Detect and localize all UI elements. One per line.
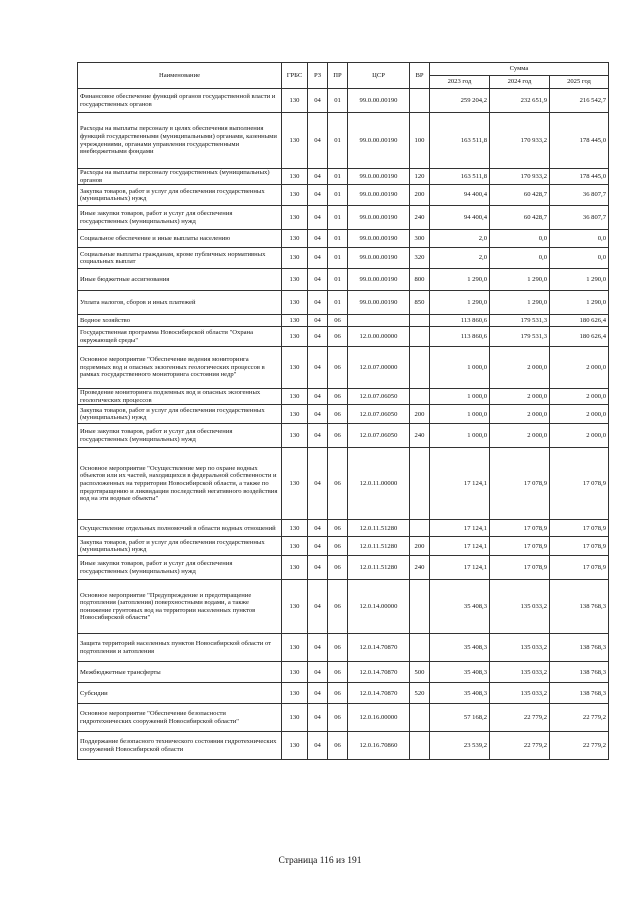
cell-v2023: 1 000,0 [430, 347, 490, 389]
cell-grbs: 130 [282, 206, 308, 230]
cell-v2025: 1 290,0 [550, 269, 609, 291]
cell-name: Иные закупки товаров, работ и услуг для обеспечения государственных (муниципальных) нужд [78, 424, 282, 448]
header-grbs: ГРБС [282, 63, 308, 89]
cell-vr [410, 448, 430, 520]
table-row [78, 185, 609, 206]
cell-v2025: 17 078,9 [550, 448, 609, 520]
cell-pr: 01 [328, 230, 348, 248]
cell-rz: 04 [308, 556, 328, 580]
cell-pr: 01 [328, 269, 348, 291]
cell-rz: 04 [308, 424, 328, 448]
header-csr: ЦСР [348, 63, 410, 89]
cell-csr: 12.0.00.00000 [348, 327, 410, 347]
table-row [78, 327, 609, 347]
header-year-2023: 2023 год [430, 76, 490, 89]
cell-name: Субсидии [78, 683, 282, 704]
cell-v2024: 2 000,0 [490, 389, 550, 405]
cell-v2024: 60 428,7 [490, 206, 550, 230]
cell-csr: 99.0.00.00190 [348, 113, 410, 169]
cell-name: Основное мероприятие "Обеспечение безопасности гидротехнических сооружений Новосибирской области" [78, 704, 282, 732]
cell-rz: 04 [308, 347, 328, 389]
table-row [78, 230, 609, 248]
cell-name: Основное мероприятие "Обеспечение ведения мониторинга подземных вод и опасных экзогенных геологических процессов в рамках государственного мониторинга состояния недр" [78, 347, 282, 389]
cell-v2023: 23 539,2 [430, 732, 490, 760]
cell-csr: 12.0.07.06050 [348, 424, 410, 448]
cell-vr: 100 [410, 113, 430, 169]
table-row [78, 389, 609, 405]
cell-rz: 04 [308, 520, 328, 537]
cell-vr: 850 [410, 291, 430, 315]
header-year-2025: 2025 год [550, 76, 609, 89]
cell-rz: 04 [308, 327, 328, 347]
cell-grbs: 130 [282, 683, 308, 704]
cell-v2024: 135 033,2 [490, 580, 550, 634]
cell-grbs: 130 [282, 89, 308, 113]
cell-vr: 200 [410, 405, 430, 424]
cell-pr: 06 [328, 634, 348, 662]
cell-pr: 06 [328, 424, 348, 448]
cell-csr [348, 315, 410, 327]
cell-grbs: 130 [282, 315, 308, 327]
cell-rz: 04 [308, 683, 328, 704]
cell-vr [410, 89, 430, 113]
cell-rz: 04 [308, 634, 328, 662]
cell-rz: 04 [308, 248, 328, 269]
cell-rz: 04 [308, 269, 328, 291]
cell-vr [410, 580, 430, 634]
cell-vr: 240 [410, 424, 430, 448]
cell-pr: 06 [328, 389, 348, 405]
cell-v2025: 138 768,3 [550, 683, 609, 704]
cell-vr [410, 347, 430, 389]
cell-grbs: 130 [282, 113, 308, 169]
cell-v2023: 1 000,0 [430, 389, 490, 405]
cell-rz: 04 [308, 662, 328, 683]
cell-v2025: 138 768,3 [550, 580, 609, 634]
cell-v2023: 1 290,0 [430, 291, 490, 315]
cell-pr: 06 [328, 405, 348, 424]
cell-v2024: 179 531,3 [490, 327, 550, 347]
cell-pr: 01 [328, 248, 348, 269]
cell-v2024: 179 531,3 [490, 315, 550, 327]
cell-v2023: 163 511,8 [430, 113, 490, 169]
budget-table [77, 62, 609, 760]
cell-pr: 01 [328, 89, 348, 113]
cell-grbs: 130 [282, 732, 308, 760]
cell-pr: 06 [328, 448, 348, 520]
cell-v2024: 2 000,0 [490, 347, 550, 389]
table-row [78, 580, 609, 634]
page-number: Страница 116 из 191 [278, 856, 362, 866]
cell-v2023: 17 124,1 [430, 448, 490, 520]
cell-name: Поддержание безопасного технического состояния гидротехнических сооружений Новосибирской области [78, 732, 282, 760]
cell-grbs: 130 [282, 230, 308, 248]
cell-v2023: 163 511,8 [430, 169, 490, 185]
table-row [78, 448, 609, 520]
cell-name: Водное хозяйство [78, 315, 282, 327]
cell-name: Проведение мониторинга подземных вод и опасных экзогенных геологических процессов [78, 389, 282, 405]
cell-csr: 12.0.16.00000 [348, 704, 410, 732]
cell-v2023: 17 124,1 [430, 537, 490, 556]
cell-v2025: 36 807,7 [550, 185, 609, 206]
cell-rz: 04 [308, 580, 328, 634]
cell-v2025: 180 626,4 [550, 315, 609, 327]
cell-v2025: 0,0 [550, 248, 609, 269]
cell-rz: 04 [308, 291, 328, 315]
cell-v2024: 170 933,2 [490, 113, 550, 169]
cell-v2023: 2,0 [430, 248, 490, 269]
cell-v2023: 1 290,0 [430, 269, 490, 291]
cell-rz: 04 [308, 537, 328, 556]
cell-csr: 99.0.00.00190 [348, 89, 410, 113]
cell-v2024: 17 078,9 [490, 448, 550, 520]
cell-vr: 240 [410, 556, 430, 580]
cell-pr: 06 [328, 732, 348, 760]
cell-csr: 99.0.00.00190 [348, 291, 410, 315]
cell-rz: 04 [308, 185, 328, 206]
cell-csr: 12.0.14.00000 [348, 580, 410, 634]
header-name: Наименование [78, 63, 282, 89]
cell-v2023: 259 204,2 [430, 89, 490, 113]
cell-vr [410, 315, 430, 327]
header-sum: Сумма [430, 63, 609, 76]
cell-pr: 01 [328, 185, 348, 206]
cell-v2025: 17 078,9 [550, 537, 609, 556]
cell-grbs: 130 [282, 169, 308, 185]
cell-vr: 320 [410, 248, 430, 269]
cell-v2025: 2 000,0 [550, 424, 609, 448]
cell-vr: 240 [410, 206, 430, 230]
cell-pr: 06 [328, 327, 348, 347]
cell-name: Государственная программа Новосибирской области "Охрана окружающей среды" [78, 327, 282, 347]
table-row [78, 206, 609, 230]
cell-vr: 120 [410, 169, 430, 185]
cell-rz: 04 [308, 732, 328, 760]
cell-name: Социальные выплаты гражданам, кроме публичных нормативных социальных выплат [78, 248, 282, 269]
cell-v2025: 1 290,0 [550, 291, 609, 315]
cell-pr: 01 [328, 113, 348, 169]
cell-rz: 04 [308, 448, 328, 520]
cell-csr: 12.0.11.00000 [348, 448, 410, 520]
cell-name: Социальное обеспечение и иные выплаты населению [78, 230, 282, 248]
cell-v2024: 135 033,2 [490, 634, 550, 662]
table-row [78, 89, 609, 113]
cell-grbs: 130 [282, 185, 308, 206]
table-row [78, 556, 609, 580]
cell-v2024: 17 078,9 [490, 556, 550, 580]
cell-v2025: 138 768,3 [550, 634, 609, 662]
table-row [78, 248, 609, 269]
table-row [78, 113, 609, 169]
cell-name: Осуществление отдельных полномочий в области водных отношений [78, 520, 282, 537]
cell-rz: 04 [308, 704, 328, 732]
cell-v2025: 17 078,9 [550, 556, 609, 580]
cell-csr: 99.0.00.00190 [348, 230, 410, 248]
header-vr: ВР [410, 63, 430, 89]
cell-csr: 99.0.00.00190 [348, 185, 410, 206]
cell-v2025: 178 445,0 [550, 113, 609, 169]
table-row [78, 405, 609, 424]
cell-name: Расходы на выплаты персоналу государственных (муниципальных) органов [78, 169, 282, 185]
cell-pr: 06 [328, 704, 348, 732]
cell-csr: 12.0.07.00000 [348, 347, 410, 389]
cell-grbs: 130 [282, 448, 308, 520]
cell-csr: 12.0.07.06050 [348, 389, 410, 405]
cell-v2025: 216 542,7 [550, 89, 609, 113]
table-row [78, 169, 609, 185]
cell-v2023: 35 408,3 [430, 662, 490, 683]
cell-name: Закупка товаров, работ и услуг для обеспечения государственных (муниципальных) нужд [78, 537, 282, 556]
cell-name: Иные бюджетные ассигнования [78, 269, 282, 291]
cell-name: Иные закупки товаров, работ и услуг для обеспечения государственных (муниципальных) нужд [78, 206, 282, 230]
cell-v2024: 232 651,9 [490, 89, 550, 113]
cell-pr: 06 [328, 683, 348, 704]
cell-csr: 12.0.11.51280 [348, 556, 410, 580]
cell-name: Основное мероприятие "Осуществление мер по охране водных объектов или их частей, находящихся в федеральной собственности и расположенных на территории Новосибирской области, а также по предотвращению и ликвидации последствий негативного воздействия вод на эти водные объекты" [78, 448, 282, 520]
cell-rz: 04 [308, 389, 328, 405]
cell-pr: 01 [328, 169, 348, 185]
cell-grbs: 130 [282, 327, 308, 347]
table-row [78, 704, 609, 732]
cell-csr: 12.0.14.70870 [348, 634, 410, 662]
cell-name: Иные закупки товаров, работ и услуг для обеспечения государственных (муниципальных) нужд [78, 556, 282, 580]
cell-v2024: 2 000,0 [490, 424, 550, 448]
cell-csr: 12.0.07.06050 [348, 405, 410, 424]
cell-v2025: 36 807,7 [550, 206, 609, 230]
table-row [78, 315, 609, 327]
cell-v2023: 113 860,6 [430, 315, 490, 327]
cell-name: Уплата налогов, сборов и иных платежей [78, 291, 282, 315]
cell-rz: 04 [308, 89, 328, 113]
cell-grbs: 130 [282, 405, 308, 424]
table-row [78, 269, 609, 291]
cell-v2024: 135 033,2 [490, 662, 550, 683]
cell-v2024: 17 078,9 [490, 520, 550, 537]
cell-name: Защита территорий населенных пунктов Новосибирской области от подтопления и затопления [78, 634, 282, 662]
cell-v2025: 0,0 [550, 230, 609, 248]
cell-v2023: 113 860,6 [430, 327, 490, 347]
cell-v2024: 1 290,0 [490, 269, 550, 291]
cell-grbs: 130 [282, 556, 308, 580]
cell-v2024: 1 290,0 [490, 291, 550, 315]
table-row [78, 732, 609, 760]
cell-v2025: 180 626,4 [550, 327, 609, 347]
cell-grbs: 130 [282, 347, 308, 389]
cell-v2023: 17 124,1 [430, 520, 490, 537]
cell-vr [410, 327, 430, 347]
cell-csr: 12.0.14.70870 [348, 683, 410, 704]
cell-name: Основное мероприятие "Предупреждение и предотвращение подтопления (затопления) поверхностными водами, а также понижение грунтовых вод на территории населенных пунктов Новосибирской области" [78, 580, 282, 634]
table-body [78, 89, 609, 760]
cell-vr [410, 520, 430, 537]
cell-vr: 500 [410, 662, 430, 683]
table-row [78, 683, 609, 704]
cell-pr: 06 [328, 315, 348, 327]
table-header [78, 63, 609, 89]
table-row [78, 662, 609, 683]
cell-v2025: 138 768,3 [550, 662, 609, 683]
cell-v2024: 135 033,2 [490, 683, 550, 704]
cell-rz: 04 [308, 315, 328, 327]
cell-pr: 06 [328, 662, 348, 683]
cell-v2023: 57 168,2 [430, 704, 490, 732]
cell-pr: 06 [328, 520, 348, 537]
cell-name: Закупка товаров, работ и услуг для обеспечения государственных (муниципальных) нужд [78, 185, 282, 206]
cell-v2023: 1 000,0 [430, 424, 490, 448]
cell-v2025: 17 078,9 [550, 520, 609, 537]
cell-v2024: 17 078,9 [490, 537, 550, 556]
table-row [78, 347, 609, 389]
cell-v2023: 1 000,0 [430, 405, 490, 424]
cell-csr: 12.0.16.70860 [348, 732, 410, 760]
cell-rz: 04 [308, 230, 328, 248]
cell-grbs: 130 [282, 662, 308, 683]
cell-pr: 06 [328, 580, 348, 634]
cell-v2023: 35 408,3 [430, 580, 490, 634]
cell-name: Расходы на выплаты персоналу в целях обеспечения выполнения функций государственными (муниципальными) органами, казенными учреждениями, органами управления государственными внебюджетными фондами [78, 113, 282, 169]
cell-vr: 200 [410, 537, 430, 556]
cell-v2023: 94 400,4 [430, 185, 490, 206]
cell-grbs: 130 [282, 537, 308, 556]
cell-name: Закупка товаров, работ и услуг для обеспечения государственных (муниципальных) нужд [78, 405, 282, 424]
cell-csr: 99.0.00.00190 [348, 169, 410, 185]
cell-rz: 04 [308, 206, 328, 230]
cell-grbs: 130 [282, 580, 308, 634]
cell-csr: 99.0.00.00190 [348, 248, 410, 269]
table-row [78, 291, 609, 315]
cell-v2023: 35 408,3 [430, 634, 490, 662]
cell-v2024: 22 779,2 [490, 732, 550, 760]
cell-v2024: 170 933,2 [490, 169, 550, 185]
cell-rz: 04 [308, 405, 328, 424]
cell-grbs: 130 [282, 424, 308, 448]
cell-v2023: 94 400,4 [430, 206, 490, 230]
cell-v2024: 0,0 [490, 248, 550, 269]
cell-v2025: 2 000,0 [550, 347, 609, 389]
cell-vr: 300 [410, 230, 430, 248]
cell-vr [410, 634, 430, 662]
cell-grbs: 130 [282, 291, 308, 315]
cell-vr: 520 [410, 683, 430, 704]
header-year-2024: 2024 год [490, 76, 550, 89]
cell-v2024: 2 000,0 [490, 405, 550, 424]
cell-grbs: 130 [282, 520, 308, 537]
cell-v2023: 35 408,3 [430, 683, 490, 704]
cell-v2025: 22 779,2 [550, 732, 609, 760]
cell-grbs: 130 [282, 248, 308, 269]
cell-v2024: 0,0 [490, 230, 550, 248]
cell-v2025: 22 779,2 [550, 704, 609, 732]
cell-vr: 800 [410, 269, 430, 291]
cell-vr [410, 389, 430, 405]
cell-csr: 12.0.11.51280 [348, 537, 410, 556]
cell-pr: 06 [328, 537, 348, 556]
cell-grbs: 130 [282, 634, 308, 662]
cell-grbs: 130 [282, 269, 308, 291]
table-row [78, 634, 609, 662]
cell-grbs: 130 [282, 704, 308, 732]
cell-pr: 06 [328, 347, 348, 389]
cell-rz: 04 [308, 113, 328, 169]
cell-rz: 04 [308, 169, 328, 185]
cell-name: Межбюджетные трансферты [78, 662, 282, 683]
cell-v2025: 2 000,0 [550, 405, 609, 424]
cell-v2025: 2 000,0 [550, 389, 609, 405]
table-row [78, 424, 609, 448]
cell-vr [410, 704, 430, 732]
cell-v2025: 178 445,0 [550, 169, 609, 185]
cell-v2023: 17 124,1 [430, 556, 490, 580]
cell-vr: 200 [410, 185, 430, 206]
cell-pr: 06 [328, 556, 348, 580]
table-row [78, 520, 609, 537]
cell-v2024: 22 779,2 [490, 704, 550, 732]
cell-pr: 01 [328, 291, 348, 315]
cell-pr: 01 [328, 206, 348, 230]
header-rz: РЗ [308, 63, 328, 89]
cell-v2023: 2,0 [430, 230, 490, 248]
table-row [78, 537, 609, 556]
cell-name: Финансовое обеспечение функций органов государственной власти и государственных органов [78, 89, 282, 113]
cell-csr: 99.0.00.00190 [348, 206, 410, 230]
cell-csr: 12.0.14.70870 [348, 662, 410, 683]
cell-csr: 99.0.00.00190 [348, 269, 410, 291]
header-pr: ПР [328, 63, 348, 89]
cell-v2024: 60 428,7 [490, 185, 550, 206]
cell-csr: 12.0.11.51280 [348, 520, 410, 537]
cell-vr [410, 732, 430, 760]
cell-grbs: 130 [282, 389, 308, 405]
